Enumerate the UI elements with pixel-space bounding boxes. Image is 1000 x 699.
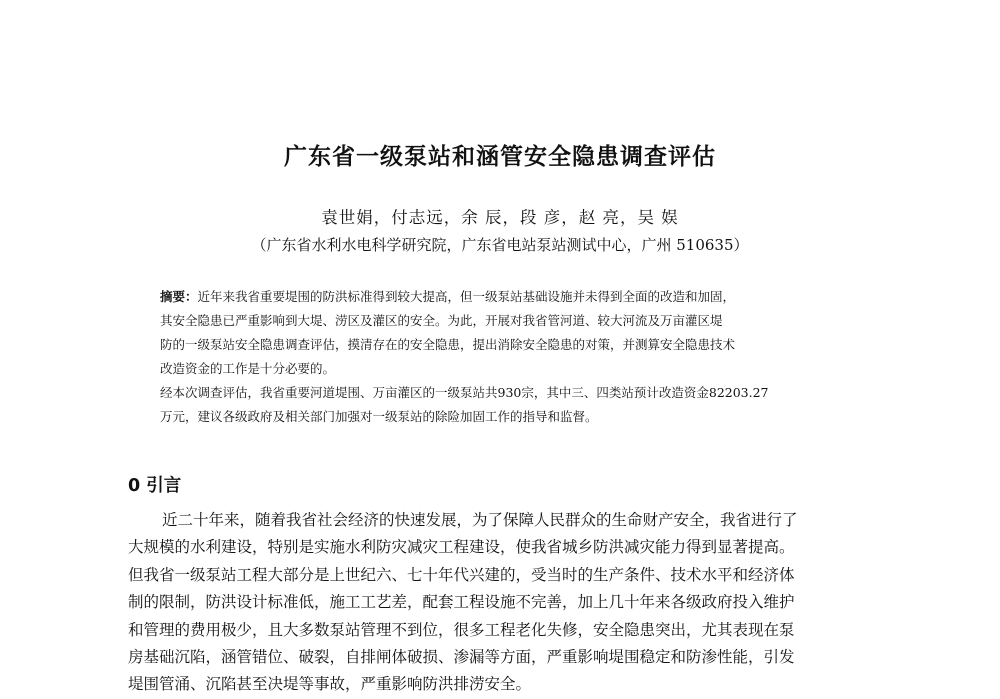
authors: 袁世娟，付志远，余 辰，段 彦，赵 亮，吴 娱 [321, 208, 679, 227]
abstract-line: 其安全隐患已严重影响到大堤、涝区及灌区的安全。为此，开展对我省管河道、较大河流及万亩灌区堤 [160, 313, 723, 328]
abstract-line: 摘要：近年来我省重要堤围的防洪标准得到较大提高，但一级泵站基础设施并未得到全面的改造和加固， [160, 289, 736, 304]
body-line: 堤围管涌、沉陷甚至决堤等事故，严重影响防洪排涝安全。 [128, 675, 532, 694]
body-line: 近二十年来，随着我省社会经济的快速发展，为了保障人民群众的生命财产安全，我省进行了 [162, 511, 798, 529]
body-line: 制的限制，防洪设计标准低，施工工艺差，配套工程设施不完善，加上几十年来各级政府投入维护 [128, 593, 795, 612]
abstract-label: 摘要： [160, 289, 198, 304]
abstract-line: 改造资金的工作是十分必要的。 [160, 361, 336, 376]
abstract-line: 万元，建议各级政府及相关部门加强对一级泵站的除险加固工作的指导和监督。 [160, 409, 598, 424]
section-heading: 0 引言 [128, 476, 182, 496]
abstract [160, 285, 865, 429]
abstract-line: 经本次调查评估，我省重要河道堤围、万亩灌区的一级泵站共930宗，其中三、四类站预计改造资金82203.27 [160, 385, 769, 400]
affiliation: （广东省水利水电科学研究院，广东省电站泵站测试中心，广州 510635） [251, 236, 749, 254]
body-text [128, 507, 898, 699]
body-line: 房基础沉陷，涵管错位、破裂，自排闸体破损、渗漏等方面，严重影响堤围稳定和防渗性能，引发 [128, 647, 795, 666]
abstract-line: 防的一级泵站安全隐患调查评估，摸清存在的安全隐患，提出消除安全隐患的对策，并测算安全隐患技术 [160, 337, 736, 352]
body-line: 但我省一级泵站工程大部分是上世纪六、七十年代兴建的，受当时的生产条件、技术水平和经济体 [128, 565, 795, 584]
body-line: 和管理的费用极少，且大多数泵站管理不到位，很多工程老化失修，安全隐患突出，尤其表现在泵 [128, 620, 795, 639]
paper-title: 广东省一级泵站和涵管安全隐患调查评估 [284, 144, 716, 170]
body-line: 大规模的水利建设，特别是实施水利防灾减灾工程建设，使我省城乡防洪减灾能力得到显著提高。 [128, 538, 795, 557]
